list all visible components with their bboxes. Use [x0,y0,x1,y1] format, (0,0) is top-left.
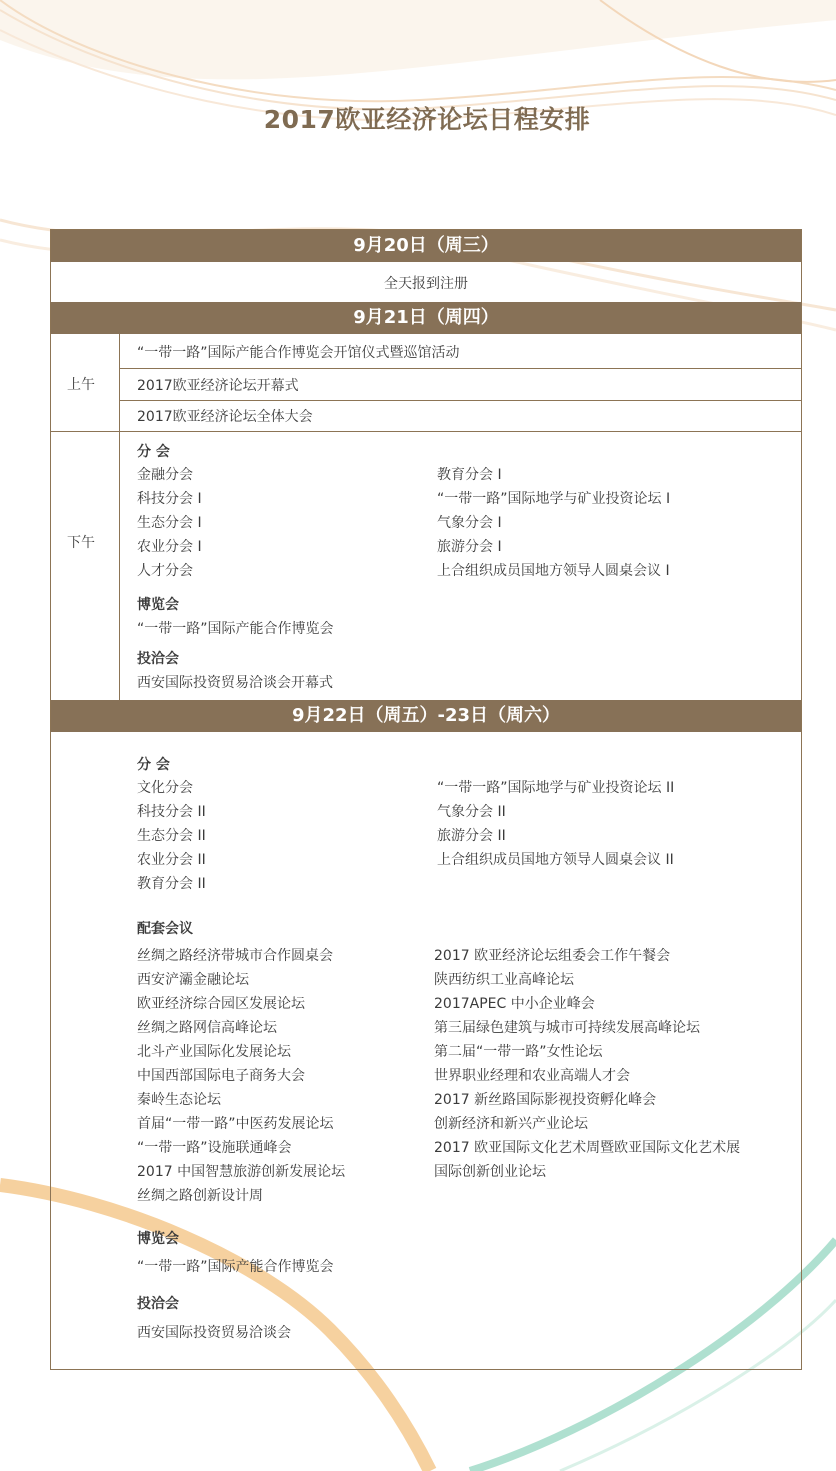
list-item: 北斗产业国际化发展论坛 [137,1044,291,1060]
list-item: 世界职业经理和农业高端人才会 [434,1068,630,1084]
list-item: 旅游分会 II [437,828,506,844]
schedule-table [50,229,802,1370]
morning-item: 2017欧亚经济论坛全体大会 [137,409,313,425]
morning-item: “一带一路”国际产能合作博览会开馆仪式暨巡馆活动 [137,345,460,361]
list-item: 2017 欧亚国际文化艺术周暨欧亚国际文化艺术展 [434,1140,741,1156]
expo-item: “一带一路”国际产能合作博览会 [137,621,334,637]
invest-heading: 投洽会 [137,1296,179,1312]
invest-item: 西安国际投资贸易洽谈会 [137,1325,291,1341]
list-item: 国际创新创业论坛 [434,1164,546,1180]
invest-heading: 投洽会 [137,651,179,667]
list-item: 丝绸之路网信高峰论坛 [137,1020,277,1036]
list-item: 文化分会 [137,780,193,796]
list-item: 人才分会 [137,563,193,579]
list-item: 生态分会 I [137,515,202,531]
list-item: 创新经济和新兴产业论坛 [434,1116,588,1132]
list-item: 科技分会 I [137,491,202,507]
list-item: 第三届绿色建筑与城市可持续发展高峰论坛 [434,1020,700,1036]
list-item: 欧亚经济综合园区发展论坛 [137,996,305,1012]
expo-heading: 博览会 [137,597,179,613]
list-item: 科技分会 II [137,804,206,820]
list-item: 旅游分会 I [437,539,502,555]
list-item: 气象分会 II [437,804,506,820]
list-item: “一带一路”国际地学与矿业投资论坛 II [437,780,675,796]
expo-item: “一带一路”国际产能合作博览会 [137,1259,334,1275]
sessions-list-left [137,776,206,896]
row-divider [119,368,801,369]
side-events-list-left [137,944,345,1208]
list-item: 西安浐灞金融论坛 [137,972,249,988]
side-events-list-right [434,944,740,1184]
sessions-list-right [437,776,674,872]
list-item: 首届“一带一路”中医药发展论坛 [137,1116,334,1132]
morning-label: 上午 [67,377,95,393]
all-day-registration: 全天报到注册 [384,276,468,292]
side-events-heading: 配套会议 [137,921,193,937]
day-header-sep22-23: 9月22日（周五）-23日（周六） [51,700,801,732]
row-divider [119,400,801,401]
list-item: 中国西部国际电子商务大会 [137,1068,305,1084]
label-column-divider [119,334,120,700]
row-divider [51,431,801,432]
list-item: 上合组织成员国地方领导人圆桌会议 I [437,563,670,579]
expo-heading: 博览会 [137,1231,179,1247]
list-item: 农业分会 I [137,539,202,555]
list-item: 2017APEC 中小企业峰会 [434,996,595,1012]
invest-item: 西安国际投资贸易洽谈会开幕式 [137,675,333,691]
day-header-sep21: 9月21日（周四） [51,302,801,334]
list-item: 秦岭生态论坛 [137,1092,221,1108]
sessions-heading: 分 会 [137,757,170,773]
list-item: 教育分会 II [137,876,206,892]
list-item: 陕西纺织工业高峰论坛 [434,972,574,988]
list-item: 第二届“一带一路”女性论坛 [434,1044,603,1060]
list-item: “一带一路”设施联通峰会 [137,1140,292,1156]
page-title: 2017欧亚经济论坛日程安排 [263,105,591,134]
list-item: 丝绸之路经济带城市合作圆桌会 [137,948,333,964]
sessions-heading: 分 会 [137,444,170,460]
afternoon-label: 下午 [67,535,95,551]
list-item: 上合组织成员国地方领导人圆桌会议 II [437,852,674,868]
sessions-list-left [137,463,202,583]
list-item: 2017 新丝路国际影视投资孵化峰会 [434,1092,657,1108]
list-item: 2017 中国智慧旅游创新发展论坛 [137,1164,346,1180]
list-item: 生态分会 II [137,828,206,844]
list-item: 丝绸之路创新设计周 [137,1188,263,1204]
list-item: 金融分会 [137,467,193,483]
sessions-list-right [437,463,670,583]
list-item: “一带一路”国际地学与矿业投资论坛 I [437,491,671,507]
day-header-sep20: 9月20日（周三） [51,230,801,262]
list-item: 2017 欧亚经济论坛组委会工作午餐会 [434,948,671,964]
morning-item: 2017欧亚经济论坛开幕式 [137,378,299,394]
list-item: 气象分会 I [437,515,502,531]
list-item: 教育分会 I [437,467,502,483]
list-item: 农业分会 II [137,852,206,868]
